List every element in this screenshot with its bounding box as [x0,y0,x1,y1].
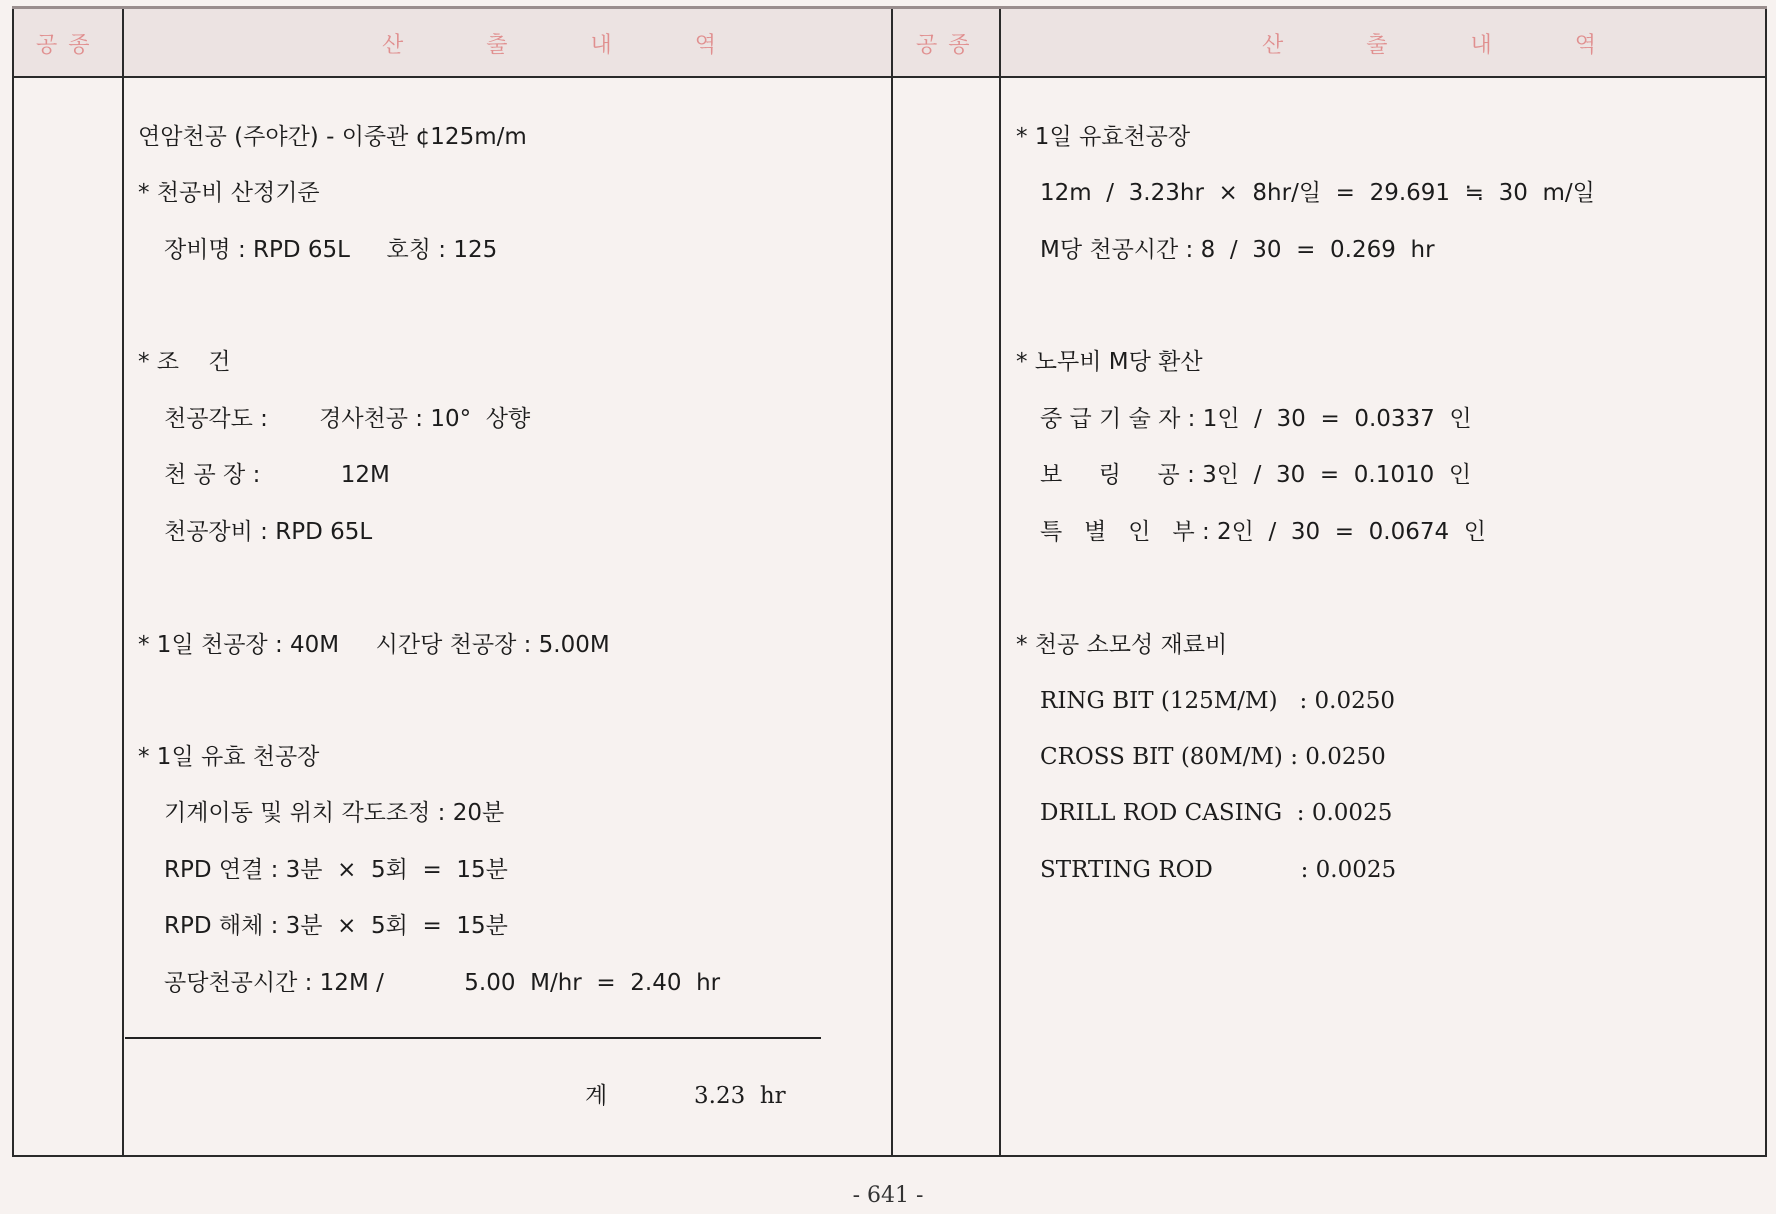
header-divider [12,76,1767,78]
header-calc-detail-right: 산 출 내 역 [1262,33,1634,58]
header-work-type-left: 공 종 [36,33,92,58]
daily-effective-heading: * 1일 유효 천공장 [138,744,320,770]
drilling-equipment-line: 천공장비 : RPD 65L [164,519,373,545]
consumables-heading: * 천공 소모성 재료비 [1016,632,1228,658]
section-title: 연암천공 (주야간) - 이중관 ¢125m/m [138,124,527,150]
total-label: 계 [585,1083,608,1109]
rpd-connect-line: RPD 연결 : 3분 × 5회 = 15분 [164,857,508,883]
daily-effective-calc: 12m / 3.23hr × 8hr/일 = 29.691 ≒ 30 m/일 [1040,180,1595,206]
daily-drilling-line: * 1일 천공장 : 40M 시간당 천공장 : 5.00M [138,632,610,658]
criteria-heading: * 천공비 산정기준 [138,180,320,206]
conditions-heading: * 조 건 [138,349,231,375]
strting-rod-line: STRTING ROD : 0.0025 [1040,857,1397,883]
drilling-length-line: 천 공 장 : 12M [164,462,390,488]
machine-move-line: 기계이동 및 위치 각도조정 : 20분 [164,800,505,826]
cross-bit-line: CROSS BIT (80M/M) : 0.0250 [1040,744,1386,770]
header-work-type-right: 공 종 [916,33,972,58]
per-hole-time-line: 공당천공시간 : 12M / 5.00 M/hr = 2.40 hr [164,970,721,996]
ring-bit-line: RING BIT (125M/M) : 0.0250 [1040,688,1396,714]
equipment-line: 장비명 : RPD 65L 호칭 : 125 [164,237,498,263]
labor-boring: 보 링 공 : 3인 / 30 = 0.1010 인 [1040,462,1472,488]
column-divider-1 [122,9,124,1157]
per-meter-time: M당 천공시간 : 8 / 30 = 0.269 hr [1040,237,1435,263]
drill-rod-line: DRILL ROD CASING : 0.0025 [1040,800,1393,826]
drilling-angle-line: 천공각도 : 경사천공 : 10° 상향 [164,406,531,432]
rpd-dismantle-line: RPD 해체 : 3분 × 5회 = 15분 [164,913,508,939]
labor-technician: 중 급 기 술 자 : 1인 / 30 = 0.0337 인 [1040,406,1472,432]
labor-heading: * 노무비 M당 환산 [1016,349,1203,375]
labor-special: 특 별 인 부 : 2인 / 30 = 0.0674 인 [1040,519,1486,545]
header-calc-detail-left: 산 출 내 역 [382,33,754,58]
page-number: - 641 - [852,1183,924,1208]
column-divider-3 [999,9,1001,1157]
total-value: 3.23 hr [694,1083,786,1109]
daily-effective-heading-right: * 1일 유효천공장 [1016,124,1191,150]
column-divider-2 [891,9,893,1157]
sum-rule [125,1037,821,1039]
